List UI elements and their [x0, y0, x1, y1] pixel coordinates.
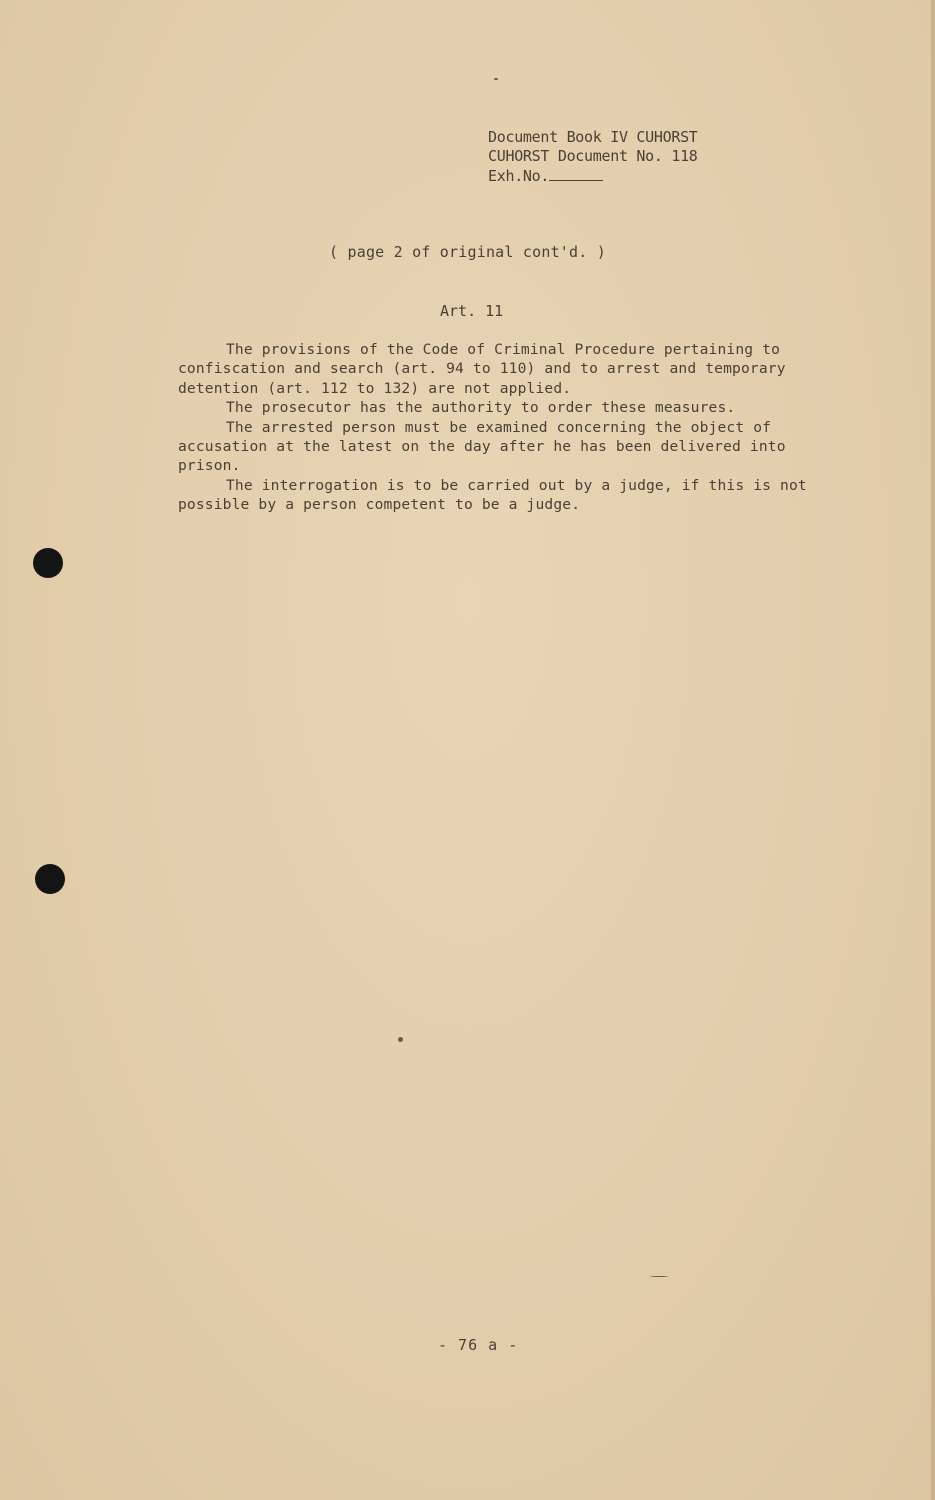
paragraph-2: The prosecutor has the authority to order these measures.	[226, 399, 736, 417]
exhibit-blank-line	[549, 166, 603, 181]
ink-mark	[650, 1276, 668, 1277]
header-document-number: CUHORST Document No. 118	[488, 147, 698, 165]
exhibit-label: Exh.No.	[488, 167, 550, 185]
article-title: Art. 11	[440, 302, 504, 320]
page-edge	[931, 0, 935, 1500]
header-exhibit-number	[488, 166, 698, 186]
ink-speck	[494, 78, 498, 80]
punch-hole-bottom	[35, 864, 65, 894]
paragraph-1: The provisions of the Code of Criminal Procedure pertaining to confiscation and search (art. 94 to 110) and to arrest and temporary detention (art. 112 to 132) are not applied.	[178, 341, 795, 397]
continuation-note: ( page 2 of original cont'd. )	[329, 243, 606, 261]
page-number: - 76 a -	[438, 1336, 519, 1354]
article-body	[178, 340, 828, 515]
paragraph-3: The arrested person must be examined concerning the object of accusation at the latest on the day after he has been delivered into prison.	[178, 418, 795, 475]
ink-speck	[398, 1037, 403, 1042]
punch-hole-top	[33, 548, 63, 578]
document-header	[488, 128, 698, 186]
header-document-book: Document Book IV CUHORST	[488, 128, 698, 146]
paragraph-4: The interrogation is to be carried out by a judge, if this is not possible by a person competent to be a judge.	[178, 476, 816, 514]
